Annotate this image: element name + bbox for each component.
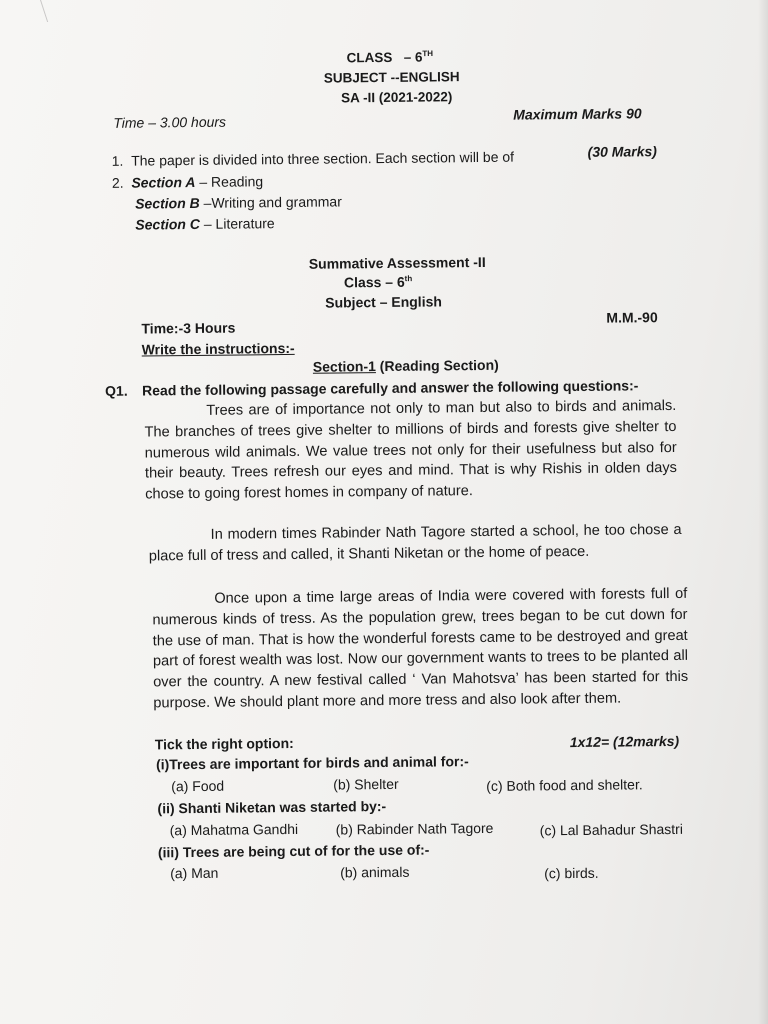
class-label: CLASS (346, 49, 393, 66)
tick-right-option-label: Tick the right option: (154, 734, 294, 753)
passage-paragraph-1 (144, 396, 677, 506)
question-ii-option-b: (b) Rabinder Nath Tagore (335, 819, 494, 838)
paragraph-2-text: In modern times Rabinder Nath Tagore started a school, he too chose a place full of tress and called, it Shanti Niketan or the home of peace. (148, 521, 682, 565)
instruction-1-number: 1. (111, 152, 132, 169)
section-c-label: Section C (135, 215, 201, 233)
question-ii: (ii) Shanti Niketan was started by:- (157, 798, 387, 817)
paper-edge-shadow (758, 0, 768, 1024)
paragraph-indent (144, 415, 206, 416)
section-c-line (135, 215, 274, 232)
section-b-label: Section B (135, 194, 200, 212)
class-value: – 6 (403, 49, 423, 65)
question-iii-option-a: (a) Man (170, 864, 219, 882)
assessment-subject: Subject – English (325, 293, 442, 311)
section-c-text: – Literature (199, 215, 275, 232)
time-allowed (113, 114, 226, 131)
question-ii-option-a: (a) Mahatma Gandhi (169, 820, 299, 839)
instruction-1 (112, 149, 515, 169)
exam-heading: SA -II (2021-2022) (340, 89, 453, 106)
instruction-1-marks: (30 Marks) (587, 143, 657, 160)
section-b-text: –Writing and grammar (199, 193, 342, 211)
question-1-prompt: Read the following passage carefully and answer the following questions:- (142, 377, 639, 399)
write-instructions: Write the instructions:- (141, 339, 295, 358)
question-i-option-a: (a) Food (171, 777, 225, 795)
assessment-time: Time:-3 Hours (141, 319, 236, 337)
instruction-2 (112, 173, 263, 191)
question-i-option-c: (c) Both food and shelter. (486, 776, 643, 794)
section-1-label: Section-1 (312, 358, 376, 375)
subject-heading: SUBJECT --ENGLISH (323, 69, 460, 86)
assessment-title: Summative Assessment -II (308, 253, 486, 272)
assessment-max-marks: M.M.-90 (606, 309, 658, 326)
question-ii-option-c: (c) Lal Bahadur Shastri (539, 820, 683, 839)
question-i-option-b: (b) Shelter (333, 775, 399, 793)
section-1-title (313, 357, 499, 375)
passage-paragraph-3 (152, 584, 688, 714)
paragraph-1-text: Trees are of importance not only to man but also to birds and animals. The branches of trees give shelter to millions of birds and forests give shelter to numerous wild animals. We value trees not only for their usefulness but also for their beauty. Trees refresh our eyes and mind. That is why Rishis in olden days chose to going forest homes in company of nature. (144, 397, 678, 503)
section-a-label: Section A (131, 173, 196, 191)
instruction-2-number: 2. (111, 174, 132, 191)
paragraph-indent (152, 603, 214, 604)
question-iii-option-b: (b) animals (340, 863, 410, 881)
instruction-1-text: The paper is divided into three section. Each section will be of (131, 148, 515, 169)
question-iii: (iii) Trees are being cut of for the use of:- (157, 841, 430, 861)
class-superscript: TH (422, 48, 434, 59)
maximum-marks: Maximum Marks 90 (513, 105, 642, 123)
assessment-class-text: Class – 6 (343, 273, 405, 291)
question-i: (i)Trees are important for birds and animal for:- (155, 753, 469, 773)
passage-paragraph-2 (149, 520, 682, 567)
question-1-number: Q1. (105, 382, 128, 399)
question-iii-option-c: (c) birds. (544, 864, 599, 882)
assessment-class-superscript: th (404, 274, 413, 284)
section-b-line (135, 193, 342, 211)
section-1-subtitle: (Reading Section) (375, 356, 499, 375)
paragraph-3-text: Once upon a time large areas of India were covered with forests full of numerous kinds of tress. As the population grew, trees began to be cut down for the use of man. That is how the wonderful forests came to be destroyed and great part of forest wealth was lost. Now our government wants to trees to be planted all over the country. A new festival called ‘ Van Mahotsva’ has been started for this purpose. We should plant more and more tress and also look after them. (152, 585, 689, 712)
time-text: Time – 3.00 hours (113, 113, 227, 131)
section-a-text: – Reading (195, 173, 264, 190)
assessment-class (344, 274, 412, 291)
tick-marks: 1x12= (12marks) (569, 732, 680, 751)
class-heading (347, 49, 434, 65)
paragraph-indent (149, 539, 211, 540)
